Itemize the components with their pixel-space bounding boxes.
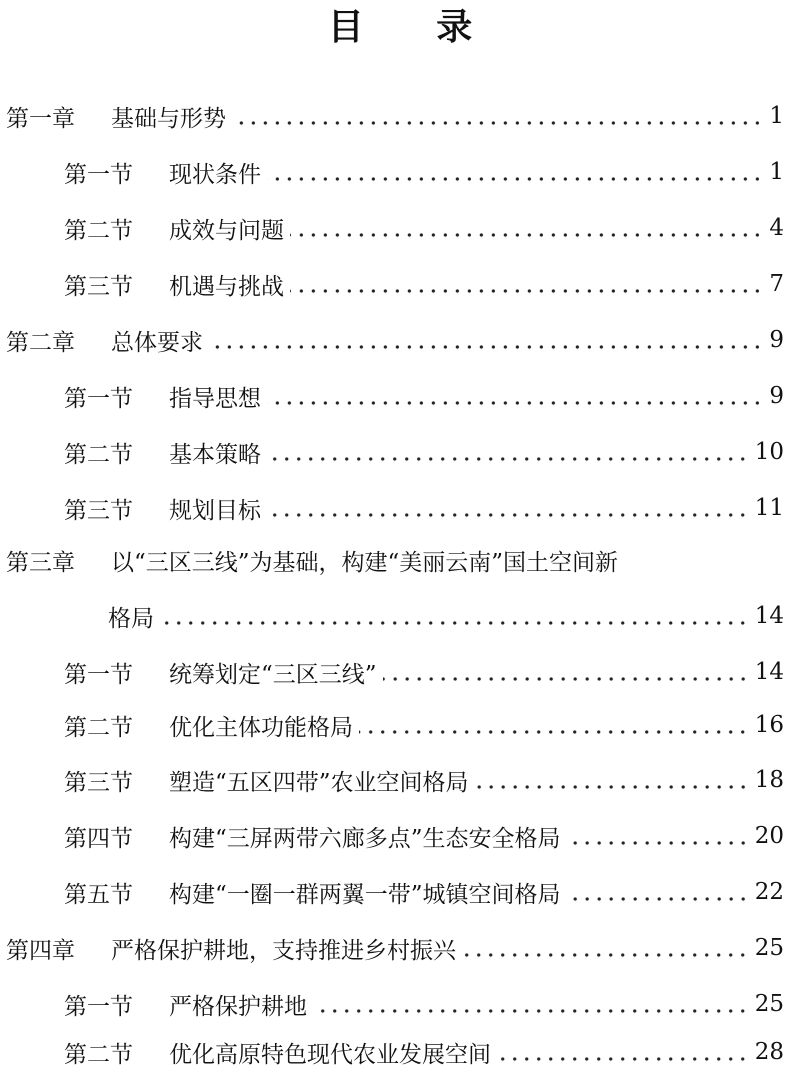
toc-entry-label: 第一节 (64, 661, 133, 688)
dot-leader (267, 457, 749, 461)
toc-entry-title: 机遇与挑战 (169, 273, 284, 300)
toc-entry-section[interactable] (64, 1028, 784, 1076)
dot-leader (383, 677, 749, 681)
toc-entry-chapter-1[interactable] (6, 88, 784, 144)
toc-entry-label: 第二章 (6, 329, 75, 356)
dot-leader (290, 289, 763, 293)
toc-entry-label: 第二节 (64, 217, 133, 244)
page-title: 目 录 (327, 7, 503, 48)
toc-entry-label: 第四节 (64, 825, 133, 852)
toc-page-number: 28 (754, 1039, 784, 1065)
toc-entry-title: 优化高原特色现代农业发展空间 (169, 1041, 491, 1068)
toc-entry-title: 塑造“五区四带”农业空间格局 (169, 769, 469, 796)
toc-entry-title-continued: 格局 (108, 605, 154, 632)
dot-leader (232, 121, 763, 125)
toc-page-number: 7 (769, 271, 784, 297)
dot-leader (209, 345, 763, 349)
toc-entry-label: 第四章 (6, 937, 75, 964)
toc-entry-section[interactable] (64, 752, 784, 808)
toc-entry-title: 严格保护耕地，支持推进乡村振兴 (111, 937, 456, 964)
toc-entry-section[interactable] (64, 424, 784, 480)
toc-entry-chapter-3-continued[interactable] (108, 588, 784, 644)
toc-entry-title: 严格保护耕地 (169, 993, 307, 1020)
toc-page-number: 1 (769, 103, 784, 129)
toc-entry-label: 第二节 (64, 441, 133, 468)
dot-leader (160, 621, 749, 625)
toc-entry-title: 现状条件 (169, 161, 261, 188)
toc-page-number: 11 (754, 495, 784, 521)
toc-page-number: 14 (754, 659, 784, 685)
toc-entry-label: 第五节 (64, 881, 133, 908)
toc-page-number: 25 (754, 991, 784, 1017)
dot-leader (267, 177, 763, 181)
toc-entry-section[interactable] (64, 976, 784, 1032)
toc-entry-section[interactable] (64, 864, 784, 920)
toc-entry-section[interactable] (64, 644, 784, 700)
toc-entry-section[interactable] (64, 480, 784, 536)
toc-entry-label: 第二节 (64, 714, 133, 741)
toc-page-number: 9 (769, 383, 784, 409)
toc-entry-title: 规划目标 (169, 497, 261, 524)
toc-entry-title: 优化主体功能格局 (169, 714, 353, 741)
toc-entry-label: 第三节 (64, 273, 133, 300)
dot-leader (567, 841, 749, 845)
toc-entry-chapter-2[interactable] (6, 312, 784, 368)
toc-entry-label: 第二节 (64, 1041, 133, 1068)
toc-page-number: 20 (754, 823, 784, 849)
dot-leader (359, 730, 749, 734)
toc-entry-section[interactable] (64, 256, 784, 312)
toc-page-number: 22 (754, 879, 784, 905)
dot-leader (475, 785, 749, 789)
toc-entry-section[interactable] (64, 808, 784, 864)
toc-entry-title: 指导思想 (169, 385, 261, 412)
toc-entry-title: 成效与问题 (169, 217, 284, 244)
toc-entry-section[interactable] (64, 144, 784, 200)
toc-entry-title: 统筹划定“三区三线” (169, 661, 377, 688)
toc-page-number: 25 (754, 935, 784, 961)
toc-entry-title: 总体要求 (111, 329, 203, 356)
toc-page-number: 14 (754, 603, 784, 629)
toc-entry-label: 第三节 (64, 769, 133, 796)
toc-entry-section[interactable] (64, 368, 784, 424)
dot-leader (267, 513, 749, 517)
toc-page-number: 9 (769, 327, 784, 353)
toc-entry-label: 第一节 (64, 993, 133, 1020)
toc-entry-label: 第一章 (6, 105, 75, 132)
toc-entry-title: 构建“三屏两带六廊多点”生态安全格局 (169, 825, 561, 852)
dot-leader (290, 233, 763, 237)
toc-page-number: 10 (754, 439, 784, 465)
toc-entry-section[interactable] (64, 697, 784, 753)
dot-leader (267, 401, 763, 405)
dot-leader (497, 1057, 749, 1061)
toc-entry-label: 第一节 (64, 161, 133, 188)
toc-entry-title: 以“三区三线”为基础，构建“美丽云南”国土空间新 (111, 549, 619, 576)
dot-leader (567, 897, 749, 901)
toc-entry-chapter-3[interactable] (6, 532, 618, 588)
dot-leader (462, 953, 749, 957)
toc-entry-label: 第三章 (6, 549, 75, 576)
toc-page-number: 16 (754, 712, 784, 738)
toc-entry-label: 第一节 (64, 385, 133, 412)
toc-page-number: 18 (754, 767, 784, 793)
toc-entry-title: 基础与形势 (111, 105, 226, 132)
toc-entry-label: 第三节 (64, 497, 133, 524)
toc-entry-section[interactable] (64, 200, 784, 256)
toc-entry-title: 基本策略 (169, 441, 261, 468)
toc-entry-title: 构建“一圈一群两翼一带”城镇空间格局 (169, 881, 561, 908)
dot-leader (313, 1009, 749, 1013)
toc-page-number: 4 (769, 215, 784, 241)
toc-page-number: 1 (769, 159, 784, 185)
toc-entry-chapter-4[interactable] (6, 920, 784, 976)
